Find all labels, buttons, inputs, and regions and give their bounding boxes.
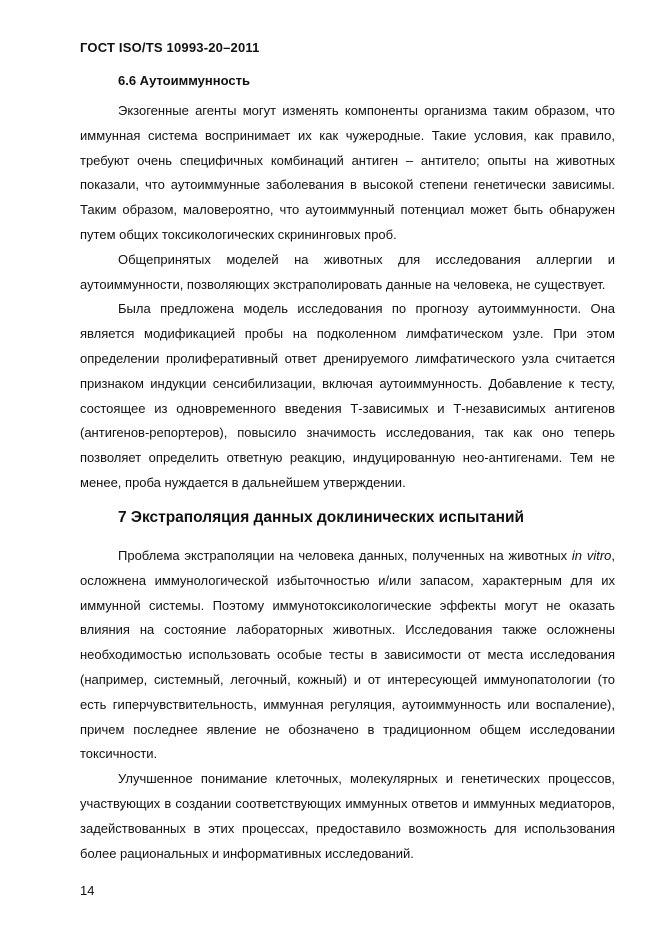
paragraph: Улучшенное понимание клеточных, молекулярных и генетических процессов, участвующих в создании соответствующих иммунных ответов и иммунных медиаторов, задействованных в этих процессах, предоставило возможность для использования более рациональных и информативных исследований. [80,771,615,861]
extrapolation-text [80,544,615,866]
document-header: ГОСТ ISO/TS 10993-20–2011 [80,40,260,55]
autoimmunity-text [80,99,615,496]
subsection-title-autoimmunity: 6.6 Аутоиммунность [118,73,250,88]
paragraph: Была предложена модель исследования по прогнозу аутоиммунности. Она является модификацией пробы на подколенном лимфатическом узле. При этом определении пролиферативный ответ дренируемого лимфатического узла считается признаком индукции сенсибилизации, включая аутоиммунность. Добавление к тесту, состоящее из одновременного введения Т-зависимых и Т-независимых антигенов (антигенов-репортеров), повысило значимость исследования, так как оно теперь позволяет определить ответную реакцию, индуцированную нео-антигенами. Тем не менее, проба нуждается в дальнейшем утверждении. [80,301,615,490]
paragraph-text-end: , осложнена иммунологической избыточностью и/или запасом, характерным для их иммунной системы. Поэтому иммунотоксикологические эффекты могут не оказать влияния на состояние лабораторных животных. Исследования также осложнены необходимостью использовать особые тесты в зависимости от места исследования (например, системный, легочный, кожный) и от интересующей иммунопатологии (то есть гиперчувствительность, иммунная регуляция, аутоиммунность или воспаление), причем последнее явление не обозначено в традиционном общем исследовании токсичности. [80,548,616,762]
page-number: 14 [80,883,95,898]
paragraph: Экзогенные агенты могут изменять компоненты организма таким образом, что иммунная система воспринимает их как чужеродные. Такие условия, как правило, требуют очень специфичных комбинаций антиген – антитело; опыты на животных показали, что аутоиммунные заболевания в высокой степени генетически зависимы. Таким образом, маловероятно, что аутоиммунный потенциал может быть обнаружен путем общих токсикологических скрининговых проб. [80,103,615,242]
italic-term: in vitro [571,548,612,563]
section-title-extrapolation: 7 Экстраполяция данных доклинических испытаний [118,509,525,526]
paragraph [80,544,615,767]
paragraph-text-start: Проблема экстраполяции на человека данных, полученных на животных [118,548,572,563]
paragraph: Общепринятых моделей на животных для исследования аллергии и аутоиммунности, позволяющих экстраполировать данные на человека, не существует. [80,251,615,292]
